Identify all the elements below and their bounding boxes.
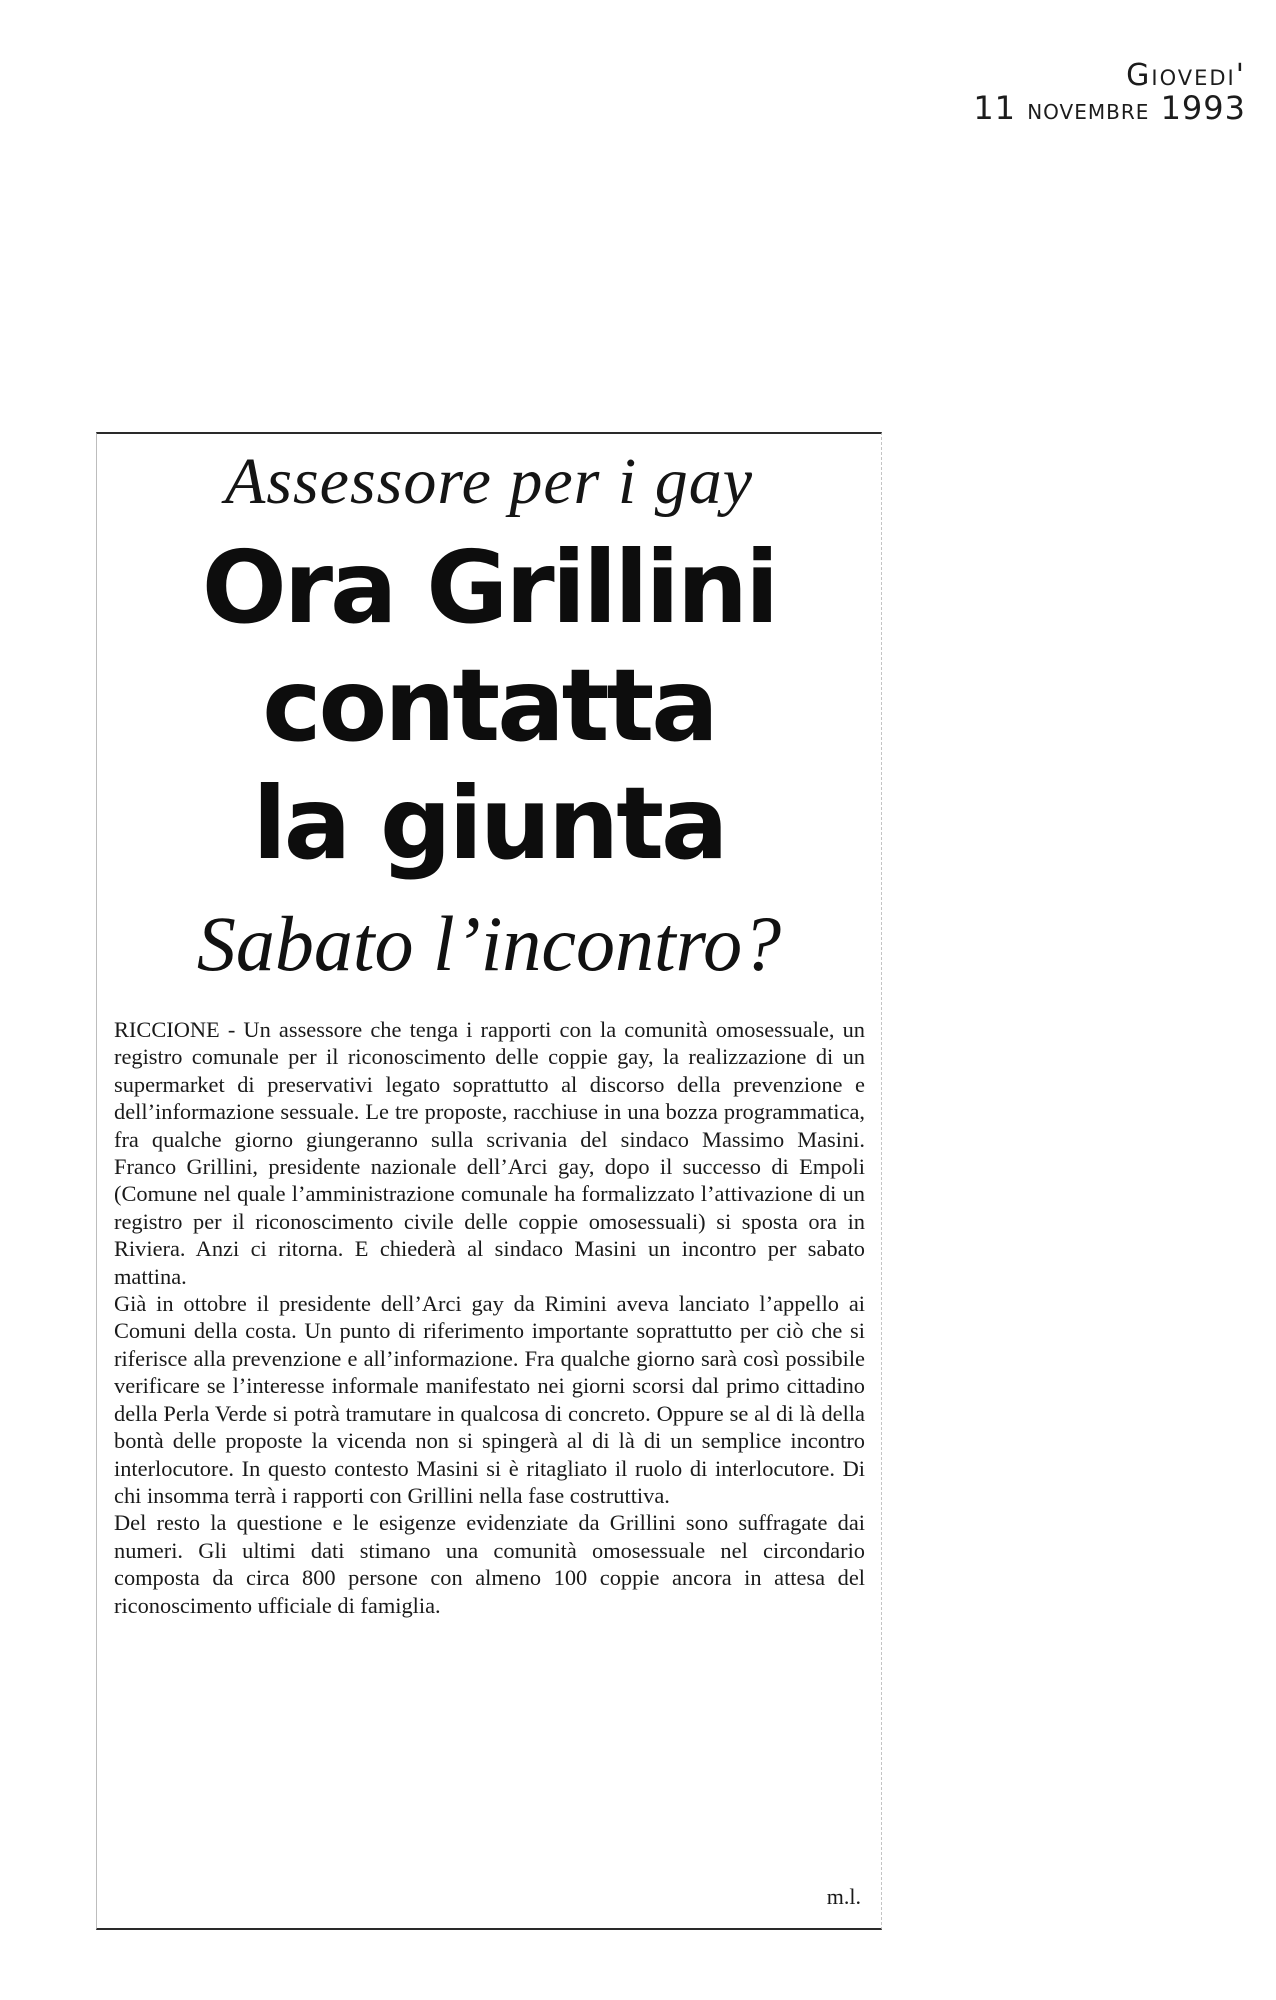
dateline-day: Giovedi' bbox=[1126, 58, 1246, 93]
dateline-date bbox=[973, 88, 1246, 127]
article-headline bbox=[97, 529, 881, 883]
article-subhead: Sabato l’incontro? bbox=[196, 900, 782, 987]
article-paragraph: Del resto la questione e le esigenze evidenziate da Grillini sono suffragate dai numeri. Gli ultimi dati stimano una comunità omosessuale nel circondario composta da circa 800 persone con almeno 100 coppie ancora in attesa del riconoscimento ufficiale di famiglia. bbox=[114, 1510, 865, 1618]
dateline-year: 1993 bbox=[1160, 88, 1246, 127]
dateline-date-number: 11 bbox=[973, 88, 1017, 127]
headline-line: contatta bbox=[262, 647, 716, 764]
author-signature: m.l. bbox=[826, 1884, 861, 1909]
article-paragraph: RICCIONE - Un assessore che tenga i rapporti con la comunità omosessuale, un registro comunale per il riconoscimento delle coppie gay, la realizzazione di un supermarket di preservativi legato soprattutto al discorso della prevenzione e dell’informazione sessuale. Le tre proposte, racchiuse in una bozza programmatica, fra qualche giorno giungeranno sulla scrivania del sindaco Massimo Masini. Franco Grillini, presidente nazionale dell’Arci gay, dopo il successo di Empoli (Comune nel quale l’amministrazione comunale ha formalizzato l’attivazione di un registro per il riconoscimento civile delle coppie omosessuali) si sposta ora in Riviera. Anzi ci ritorna. E chiederà al sindaco Masini un incontro per sabato mattina. bbox=[114, 1017, 865, 1289]
article-kicker: Assessore per i gay bbox=[225, 445, 753, 518]
newspaper-clipping bbox=[96, 432, 882, 1930]
article-paragraph: Già in ottobre il presidente dell’Arci gay da Rimini aveva lanciato l’appello ai Comuni della costa. Un punto di riferimento importante soprattutto per ciò che si riferisce alla prevenzione e all’informazione. Fra qualche giorno sarà così possibile verificare se l’interesse informale manifestato nei giorni scorsi dal primo cittadino della Perla Verde si potrà tramutare in qualcosa di concreto. Oppure se al di là della bontà delle proposte la vicenda non si spingerà al di là di un semplice incontro interlocutore. In questo contesto Masini si è ritagliato il ruolo di interlocutore. Di chi insomma terrà i rapporti con Grillini nella fase costruttiva. bbox=[114, 1291, 865, 1508]
article-body bbox=[114, 1016, 865, 1619]
dateline-month: novembre bbox=[1027, 92, 1150, 126]
dateline bbox=[973, 60, 1246, 125]
headline-line: Ora Grillini bbox=[201, 529, 777, 646]
headline-line: la giunta bbox=[252, 765, 726, 882]
